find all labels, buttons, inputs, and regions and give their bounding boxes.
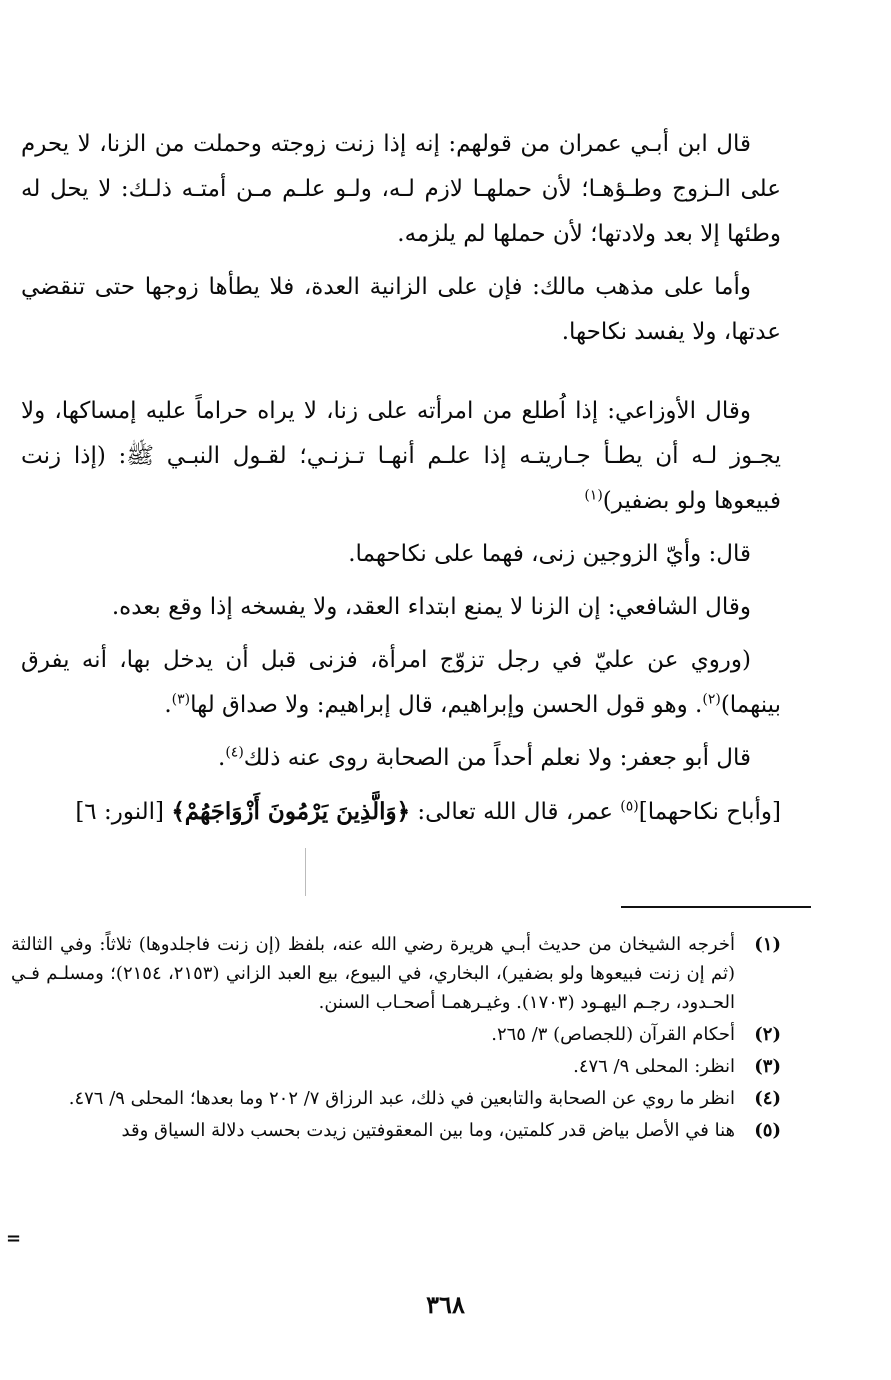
footnotes xyxy=(11,930,781,1148)
footnote-number: (٥) xyxy=(754,1120,781,1141)
paragraph-end: . xyxy=(164,692,172,718)
footnote-number: (٤) xyxy=(754,1088,781,1109)
paragraph-malik xyxy=(21,265,781,355)
footnote-divider xyxy=(621,906,811,908)
footnote-number: (٢) xyxy=(754,1024,781,1045)
paragraph-shafii xyxy=(21,585,781,630)
paragraph-spouses xyxy=(21,532,781,577)
paragraph-text: وأما على مذهب مالك: فإن على الزانية العدة، فلا يطأها زوجها حتى تنقضي عدتها، ولا يفسد نكاحها. xyxy=(21,274,781,345)
footnote-4 xyxy=(11,1084,781,1113)
paragraph-text: عمر، قال الله تعالى: xyxy=(410,799,621,825)
footnote-ref-4[interactable]: (٤) xyxy=(225,744,244,761)
footnote-2 xyxy=(11,1020,781,1049)
paragraph-end: . xyxy=(218,745,226,771)
footnote-number: (٣) xyxy=(754,1056,781,1077)
footnote-number: (١) xyxy=(754,934,781,955)
quran-verse: ﴿وَالَّذِينَ يَرْمُونَ أَزْوَاجَهُمْ﴾ xyxy=(171,798,411,825)
paragraph-text: [وأباح نكاحهما] xyxy=(638,799,781,825)
paragraph-text: قال ابن أبـي عمران من قولهم: إنه إذا زنت زوجته وحملت من الزنا، لا يحرم على الـزوج وطـؤهـا؛ لأن حملهـا لازم لـه، ولـو علـم مـن أمتـه ذلـك: لا يحل له وطئها إلا بعد ولادتها؛ لأن حملها لم يلزمه. xyxy=(21,131,781,247)
footnote-text: هنا في الأصل بياض قدر كلمتين، وما بين المعقوفتين زيدت بحسب دلالة السياق وقد xyxy=(121,1120,735,1141)
footnote-text: انظر ما روي عن الصحابة والتابعين في ذلك، عبد الرزاق ٧/ ٢٠٢ وما بعدها؛ المحلى ٩/ ٤٧٦. xyxy=(68,1088,735,1109)
verse-citation: [النور: ٦] xyxy=(75,799,172,825)
paragraph-ali xyxy=(21,638,781,728)
handwritten-mark xyxy=(283,848,306,896)
paragraph-text: قال أبو جعفر: ولا نعلم أحداً من الصحابة روى عنه ذلك xyxy=(243,745,751,771)
footnote-ref-5[interactable]: (٥) xyxy=(620,798,639,815)
page-number: ٣٦٨ xyxy=(426,1290,465,1319)
footnote-text: أخرجه الشيخان من حديث أبـي هريرة رضي الله عنه، بلفظ (إن زنت فاجلدوها) ثلاثاً: وفي الثالثة (ثم إن زنت فبيعوها ولو بضفير)، البخاري، في البيوع، بيع العبد الزاني (٢١٥٣، ٢١٥٤)؛ ومسلـم فـي الحـدود، رجـم اليهـود (١٧٠٣). وغيـرهمـا أصحـاب السنن. xyxy=(11,934,736,1013)
paragraph-text: وقال الشافعي: إن الزنا لا يمنع ابتداء العقد، ولا يفسخه إذا وقع بعده. xyxy=(111,594,751,620)
footnote-ref-3[interactable]: (٣) xyxy=(171,691,191,708)
paragraph-abu-jafar xyxy=(21,736,781,781)
footnote-text: انظر: المحلى ٩/ ٤٧٦. xyxy=(573,1056,735,1077)
paragraph-umar xyxy=(21,789,781,835)
main-text xyxy=(21,122,781,835)
footnote-ref-1[interactable]: (١) xyxy=(584,487,603,504)
footnote-text: أحكام القرآن (للجصاص) ٣/ ٢٦٥. xyxy=(491,1024,735,1045)
paragraph-text: وقال الأوزاعي: إذا اُطلع من امرأته على زنا، لا يراه حراماً عليه إمساكها، ولا يجـوز لـه أن يطـأ جـاريتـه إذا علـم أنهـا تـزنـي؛ لقـول النبـي ﷺ: (إذا زنت فبيعوها ولو بضفير) xyxy=(21,398,781,514)
paragraph-ibn-abi-imran xyxy=(21,122,781,257)
footnote-3 xyxy=(11,1052,781,1081)
footnote-5 xyxy=(11,1116,781,1145)
footnote-ref-2[interactable]: (٢) xyxy=(702,691,721,708)
continuation-mark: = xyxy=(6,1228,22,1249)
paragraph-text: قال: وأيّ الزوجين زنى، فهما على نكاحهما. xyxy=(348,541,751,567)
paragraph-awzai xyxy=(21,389,781,524)
paragraph-text: (وروي عن عليّ في رجل تزوّج امرأة، فزنى قبل أن يدخل بها، أنه يفرق بينهما) xyxy=(21,647,781,718)
paragraph-text: . وهو قول الحسن وإبراهيم، قال إبراهيم: ولا صداق لها xyxy=(190,692,703,718)
footnote-1 xyxy=(11,930,781,1017)
